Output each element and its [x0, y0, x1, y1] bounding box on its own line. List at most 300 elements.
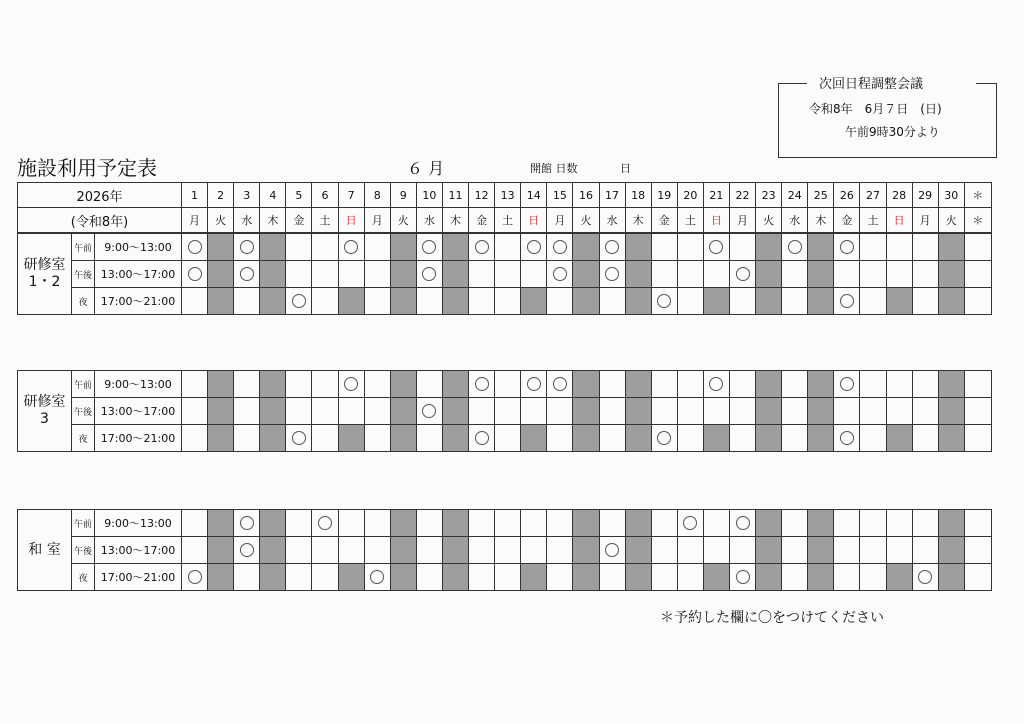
booking-cell[interactable] [677, 564, 703, 591]
booking-cell[interactable] [338, 371, 364, 398]
booking-cell[interactable] [729, 371, 755, 398]
booking-cell[interactable] [469, 288, 495, 315]
booking-cell[interactable] [208, 398, 234, 425]
booking-cell[interactable] [442, 510, 468, 537]
booking-cell[interactable] [260, 425, 286, 452]
date-cell: 18 [625, 183, 651, 208]
booking-cell[interactable] [703, 288, 729, 315]
booking-cell[interactable] [495, 398, 521, 425]
room-name [18, 234, 72, 315]
booking-cell[interactable] [286, 510, 312, 537]
booking-cell[interactable] [208, 371, 234, 398]
booking-cell[interactable] [338, 398, 364, 425]
booking-cell[interactable] [260, 398, 286, 425]
booking-cell[interactable] [208, 288, 234, 315]
weekday-cell: 日 [338, 208, 364, 233]
booking-cell[interactable] [912, 510, 938, 537]
booking-cell[interactable] [912, 564, 938, 591]
booking-cell[interactable] [834, 564, 860, 591]
booking-cell[interactable] [390, 564, 416, 591]
booking-cell[interactable] [599, 288, 625, 315]
booking-cell[interactable] [260, 288, 286, 315]
booking-cell[interactable] [625, 510, 651, 537]
booking-cell[interactable] [808, 510, 834, 537]
booking-cell[interactable] [938, 564, 964, 591]
booking-cell[interactable] [286, 564, 312, 591]
booking-cell[interactable] [677, 398, 703, 425]
booking-cell[interactable] [208, 425, 234, 452]
booking-cell[interactable] [729, 537, 755, 564]
booking-cell[interactable] [703, 510, 729, 537]
next-meeting-time: 午前9時30分より [845, 125, 940, 139]
booking-cell[interactable] [182, 510, 208, 537]
booking-cell[interactable] [729, 234, 755, 261]
booking-cell[interactable] [182, 564, 208, 591]
booking-cell[interactable] [208, 510, 234, 537]
booking-cell[interactable] [964, 371, 991, 398]
booking-cell[interactable] [573, 398, 599, 425]
reservation-circle-icon [840, 294, 854, 308]
booking-cell[interactable] [234, 371, 260, 398]
booking-cell[interactable] [521, 288, 547, 315]
booking-cell[interactable] [442, 288, 468, 315]
booking-cell[interactable] [234, 288, 260, 315]
booking-cell[interactable] [495, 510, 521, 537]
booking-cell[interactable] [208, 564, 234, 591]
booking-cell[interactable] [756, 261, 782, 288]
booking-cell[interactable] [442, 371, 468, 398]
booking-cell[interactable] [286, 288, 312, 315]
time-label: 13:00～17:00 [95, 398, 182, 425]
booking-cell[interactable] [703, 425, 729, 452]
booking-cell[interactable] [886, 288, 912, 315]
booking-cell[interactable] [886, 564, 912, 591]
booking-cell[interactable] [834, 234, 860, 261]
booking-cell[interactable] [964, 288, 991, 315]
booking-cell[interactable] [260, 564, 286, 591]
booking-cell[interactable] [938, 425, 964, 452]
booking-cell[interactable] [782, 564, 808, 591]
booking-cell[interactable] [338, 425, 364, 452]
booking-cell[interactable] [416, 425, 442, 452]
booking-cell[interactable] [442, 537, 468, 564]
booking-cell[interactable] [312, 398, 338, 425]
booking-cell[interactable] [390, 510, 416, 537]
booking-cell[interactable] [573, 288, 599, 315]
booking-cell[interactable] [834, 398, 860, 425]
booking-cell[interactable] [416, 288, 442, 315]
booking-cell[interactable] [651, 261, 677, 288]
booking-cell[interactable] [312, 261, 338, 288]
booking-cell[interactable] [469, 234, 495, 261]
booking-cell[interactable] [886, 261, 912, 288]
booking-cell[interactable] [938, 510, 964, 537]
booking-cell[interactable] [364, 371, 390, 398]
booking-cell[interactable] [547, 234, 573, 261]
booking-cell[interactable] [495, 564, 521, 591]
booking-cell[interactable] [573, 564, 599, 591]
booking-cell[interactable] [912, 261, 938, 288]
booking-cell[interactable] [964, 234, 991, 261]
booking-cell[interactable] [912, 425, 938, 452]
booking-cell[interactable] [442, 398, 468, 425]
booking-cell[interactable] [964, 425, 991, 452]
booking-cell[interactable] [677, 371, 703, 398]
booking-cell[interactable] [390, 425, 416, 452]
booking-cell[interactable] [834, 288, 860, 315]
date-cell: 10 [416, 183, 442, 208]
booking-cell[interactable] [625, 371, 651, 398]
booking-cell[interactable] [651, 234, 677, 261]
date-cell: 29 [912, 183, 938, 208]
booking-cell[interactable] [495, 288, 521, 315]
booking-cell[interactable] [599, 425, 625, 452]
booking-cell[interactable] [364, 537, 390, 564]
booking-cell[interactable] [416, 261, 442, 288]
booking-cell[interactable] [912, 537, 938, 564]
booking-cell[interactable] [756, 510, 782, 537]
booking-cell[interactable] [860, 261, 886, 288]
booking-cell[interactable] [390, 537, 416, 564]
booking-cell[interactable] [416, 398, 442, 425]
booking-cell[interactable] [469, 398, 495, 425]
booking-cell[interactable] [234, 234, 260, 261]
booking-cell[interactable] [469, 564, 495, 591]
booking-cell[interactable] [312, 510, 338, 537]
booking-cell[interactable] [312, 537, 338, 564]
booking-cell[interactable] [573, 261, 599, 288]
booking-cell[interactable] [677, 425, 703, 452]
booking-cell[interactable] [286, 398, 312, 425]
booking-cell[interactable] [469, 261, 495, 288]
booking-cell[interactable] [364, 398, 390, 425]
booking-cell[interactable] [703, 371, 729, 398]
booking-cell[interactable] [547, 398, 573, 425]
booking-cell[interactable] [729, 564, 755, 591]
booking-cell[interactable] [573, 371, 599, 398]
booking-cell[interactable] [260, 261, 286, 288]
booking-cell[interactable] [364, 261, 390, 288]
booking-cell[interactable] [312, 425, 338, 452]
reservation-circle-icon [553, 267, 567, 281]
booking-cell[interactable] [286, 234, 312, 261]
booking-cell[interactable] [782, 234, 808, 261]
booking-cell[interactable] [573, 234, 599, 261]
booking-cell[interactable] [808, 398, 834, 425]
booking-cell[interactable] [547, 288, 573, 315]
booking-cell[interactable] [651, 564, 677, 591]
booking-cell[interactable] [964, 510, 991, 537]
booking-cell[interactable] [677, 261, 703, 288]
booking-cell[interactable] [547, 371, 573, 398]
booking-cell[interactable] [782, 288, 808, 315]
booking-cell[interactable] [782, 425, 808, 452]
booking-cell[interactable] [756, 564, 782, 591]
booking-cell[interactable] [938, 234, 964, 261]
booking-cell[interactable] [260, 234, 286, 261]
booking-cell[interactable] [782, 537, 808, 564]
booking-cell[interactable] [756, 537, 782, 564]
booking-cell[interactable] [860, 398, 886, 425]
booking-cell[interactable] [599, 371, 625, 398]
booking-cell[interactable] [834, 510, 860, 537]
booking-cell[interactable] [808, 234, 834, 261]
booking-cell[interactable] [338, 510, 364, 537]
booking-cell[interactable] [286, 537, 312, 564]
booking-cell[interactable] [547, 564, 573, 591]
booking-cell[interactable] [286, 371, 312, 398]
booking-cell[interactable] [338, 234, 364, 261]
booking-cell[interactable] [964, 398, 991, 425]
booking-cell[interactable] [182, 261, 208, 288]
booking-cell[interactable] [625, 261, 651, 288]
booking-cell[interactable] [286, 425, 312, 452]
booking-cell[interactable] [756, 371, 782, 398]
booking-cell[interactable] [364, 564, 390, 591]
booking-cell[interactable] [625, 425, 651, 452]
booking-cell[interactable] [964, 261, 991, 288]
booking-cell[interactable] [964, 564, 991, 591]
booking-cell[interactable] [521, 425, 547, 452]
booking-cell[interactable] [808, 537, 834, 564]
booking-cell[interactable] [860, 371, 886, 398]
booking-cell[interactable] [338, 537, 364, 564]
booking-cell[interactable] [416, 537, 442, 564]
booking-cell[interactable] [521, 510, 547, 537]
room-table-1 [17, 233, 992, 315]
booking-cell[interactable] [182, 371, 208, 398]
booking-cell[interactable] [599, 398, 625, 425]
booking-cell[interactable] [886, 234, 912, 261]
booking-cell[interactable] [756, 288, 782, 315]
booking-cell[interactable] [756, 234, 782, 261]
booking-cell[interactable] [782, 371, 808, 398]
booking-cell[interactable] [469, 537, 495, 564]
reservation-circle-icon [292, 294, 306, 308]
date-cell: 4 [260, 183, 286, 208]
booking-cell[interactable] [729, 398, 755, 425]
booking-cell[interactable] [912, 288, 938, 315]
booking-cell[interactable] [808, 288, 834, 315]
booking-cell[interactable] [312, 234, 338, 261]
booking-cell[interactable] [495, 234, 521, 261]
booking-cell[interactable] [677, 234, 703, 261]
booking-cell[interactable] [782, 398, 808, 425]
weekday-cell: 月 [182, 208, 208, 233]
booking-cell[interactable] [442, 234, 468, 261]
booking-cell[interactable] [834, 537, 860, 564]
booking-cell[interactable] [469, 425, 495, 452]
booking-cell[interactable] [338, 288, 364, 315]
booking-cell[interactable] [547, 425, 573, 452]
booking-cell[interactable] [651, 398, 677, 425]
booking-cell[interactable] [521, 371, 547, 398]
booking-cell[interactable] [860, 425, 886, 452]
booking-cell[interactable] [495, 371, 521, 398]
booking-cell[interactable] [651, 288, 677, 315]
booking-cell[interactable] [469, 371, 495, 398]
booking-cell[interactable] [651, 510, 677, 537]
booking-cell[interactable] [286, 261, 312, 288]
booking-cell[interactable] [312, 564, 338, 591]
booking-cell[interactable] [260, 537, 286, 564]
booking-cell[interactable] [521, 234, 547, 261]
booking-cell[interactable] [729, 288, 755, 315]
booking-cell[interactable] [938, 261, 964, 288]
booking-cell[interactable] [703, 261, 729, 288]
booking-cell[interactable] [912, 234, 938, 261]
booking-cell[interactable] [521, 261, 547, 288]
booking-cell[interactable] [208, 234, 234, 261]
booking-cell[interactable] [495, 425, 521, 452]
booking-cell[interactable] [834, 261, 860, 288]
booking-cell[interactable] [338, 261, 364, 288]
booking-cell[interactable] [182, 398, 208, 425]
date-cell: 13 [495, 183, 521, 208]
reservation-circle-icon [318, 516, 332, 530]
booking-cell[interactable] [234, 537, 260, 564]
weekday-cell: 水 [599, 208, 625, 233]
booking-cell[interactable] [390, 234, 416, 261]
booking-cell[interactable] [912, 398, 938, 425]
booking-cell[interactable] [547, 537, 573, 564]
booking-cell[interactable] [599, 234, 625, 261]
booking-cell[interactable] [364, 425, 390, 452]
booking-cell[interactable] [599, 510, 625, 537]
booking-cell[interactable] [234, 425, 260, 452]
reservation-circle-icon [475, 377, 489, 391]
booking-cell[interactable] [312, 371, 338, 398]
booking-cell[interactable] [886, 510, 912, 537]
booking-cell[interactable] [547, 261, 573, 288]
booking-cell[interactable] [808, 564, 834, 591]
booking-cell[interactable] [338, 564, 364, 591]
booking-cell[interactable] [782, 261, 808, 288]
booking-cell[interactable] [703, 564, 729, 591]
booking-cell[interactable] [677, 510, 703, 537]
booking-cell[interactable] [390, 261, 416, 288]
booking-cell[interactable] [234, 398, 260, 425]
booking-cell[interactable] [703, 234, 729, 261]
booking-cell[interactable] [364, 510, 390, 537]
slot-row [18, 398, 992, 425]
booking-cell[interactable] [416, 234, 442, 261]
booking-cell[interactable] [208, 537, 234, 564]
booking-cell[interactable] [182, 288, 208, 315]
booking-cell[interactable] [599, 537, 625, 564]
booking-cell[interactable] [782, 510, 808, 537]
booking-cell[interactable] [599, 261, 625, 288]
booking-cell[interactable] [547, 510, 573, 537]
booking-cell[interactable] [756, 398, 782, 425]
room-name-line: 研修室 [23, 394, 66, 410]
booking-cell[interactable] [808, 425, 834, 452]
booking-cell[interactable] [521, 398, 547, 425]
booking-cell[interactable] [912, 371, 938, 398]
booking-cell[interactable] [886, 537, 912, 564]
booking-cell[interactable] [703, 537, 729, 564]
booking-cell[interactable] [860, 564, 886, 591]
booking-cell[interactable] [182, 537, 208, 564]
booking-cell[interactable] [573, 537, 599, 564]
booking-cell[interactable] [442, 425, 468, 452]
booking-cell[interactable] [964, 537, 991, 564]
booking-cell[interactable] [625, 234, 651, 261]
booking-cell[interactable] [677, 537, 703, 564]
booking-cell[interactable] [860, 537, 886, 564]
booking-cell[interactable] [260, 510, 286, 537]
booking-cell[interactable] [416, 371, 442, 398]
booking-cell[interactable] [860, 510, 886, 537]
booking-cell[interactable] [808, 261, 834, 288]
booking-cell[interactable] [312, 288, 338, 315]
booking-cell[interactable] [651, 371, 677, 398]
booking-cell[interactable] [860, 288, 886, 315]
booking-cell[interactable] [182, 234, 208, 261]
booking-cell[interactable] [729, 510, 755, 537]
booking-cell[interactable] [390, 371, 416, 398]
booking-cell[interactable] [208, 261, 234, 288]
booking-cell[interactable] [182, 425, 208, 452]
booking-cell[interactable] [625, 288, 651, 315]
booking-cell[interactable] [729, 425, 755, 452]
booking-cell[interactable] [599, 564, 625, 591]
booking-cell[interactable] [521, 537, 547, 564]
booking-cell[interactable] [521, 564, 547, 591]
booking-cell[interactable] [390, 398, 416, 425]
booking-cell[interactable] [729, 261, 755, 288]
booking-cell[interactable] [495, 261, 521, 288]
booking-cell[interactable] [834, 371, 860, 398]
booking-cell[interactable] [364, 288, 390, 315]
booking-cell[interactable] [234, 564, 260, 591]
booking-cell[interactable] [416, 510, 442, 537]
booking-cell[interactable] [834, 425, 860, 452]
booking-cell[interactable] [416, 564, 442, 591]
booking-cell[interactable] [886, 425, 912, 452]
booking-cell[interactable] [573, 510, 599, 537]
booking-cell[interactable] [625, 537, 651, 564]
weekday-cell: 木 [625, 208, 651, 233]
booking-cell[interactable] [260, 371, 286, 398]
booking-cell[interactable] [442, 261, 468, 288]
booking-cell[interactable] [938, 371, 964, 398]
booking-cell[interactable] [625, 564, 651, 591]
booking-cell[interactable] [625, 398, 651, 425]
booking-cell[interactable] [808, 371, 834, 398]
booking-cell[interactable] [886, 398, 912, 425]
booking-cell[interactable] [756, 425, 782, 452]
booking-cell[interactable] [442, 564, 468, 591]
booking-cell[interactable] [651, 425, 677, 452]
booking-cell[interactable] [886, 371, 912, 398]
booking-cell[interactable] [677, 288, 703, 315]
booking-cell[interactable] [860, 234, 886, 261]
booking-cell[interactable] [938, 537, 964, 564]
booking-cell[interactable] [651, 537, 677, 564]
booking-cell[interactable] [234, 510, 260, 537]
booking-cell[interactable] [573, 425, 599, 452]
booking-cell[interactable] [469, 510, 495, 537]
booking-cell[interactable] [390, 288, 416, 315]
booking-cell[interactable] [938, 288, 964, 315]
booking-cell[interactable] [703, 398, 729, 425]
booking-cell[interactable] [364, 234, 390, 261]
weekday-cell: 月 [547, 208, 573, 233]
booking-cell[interactable] [234, 261, 260, 288]
booking-cell[interactable] [495, 537, 521, 564]
booking-cell[interactable] [938, 398, 964, 425]
